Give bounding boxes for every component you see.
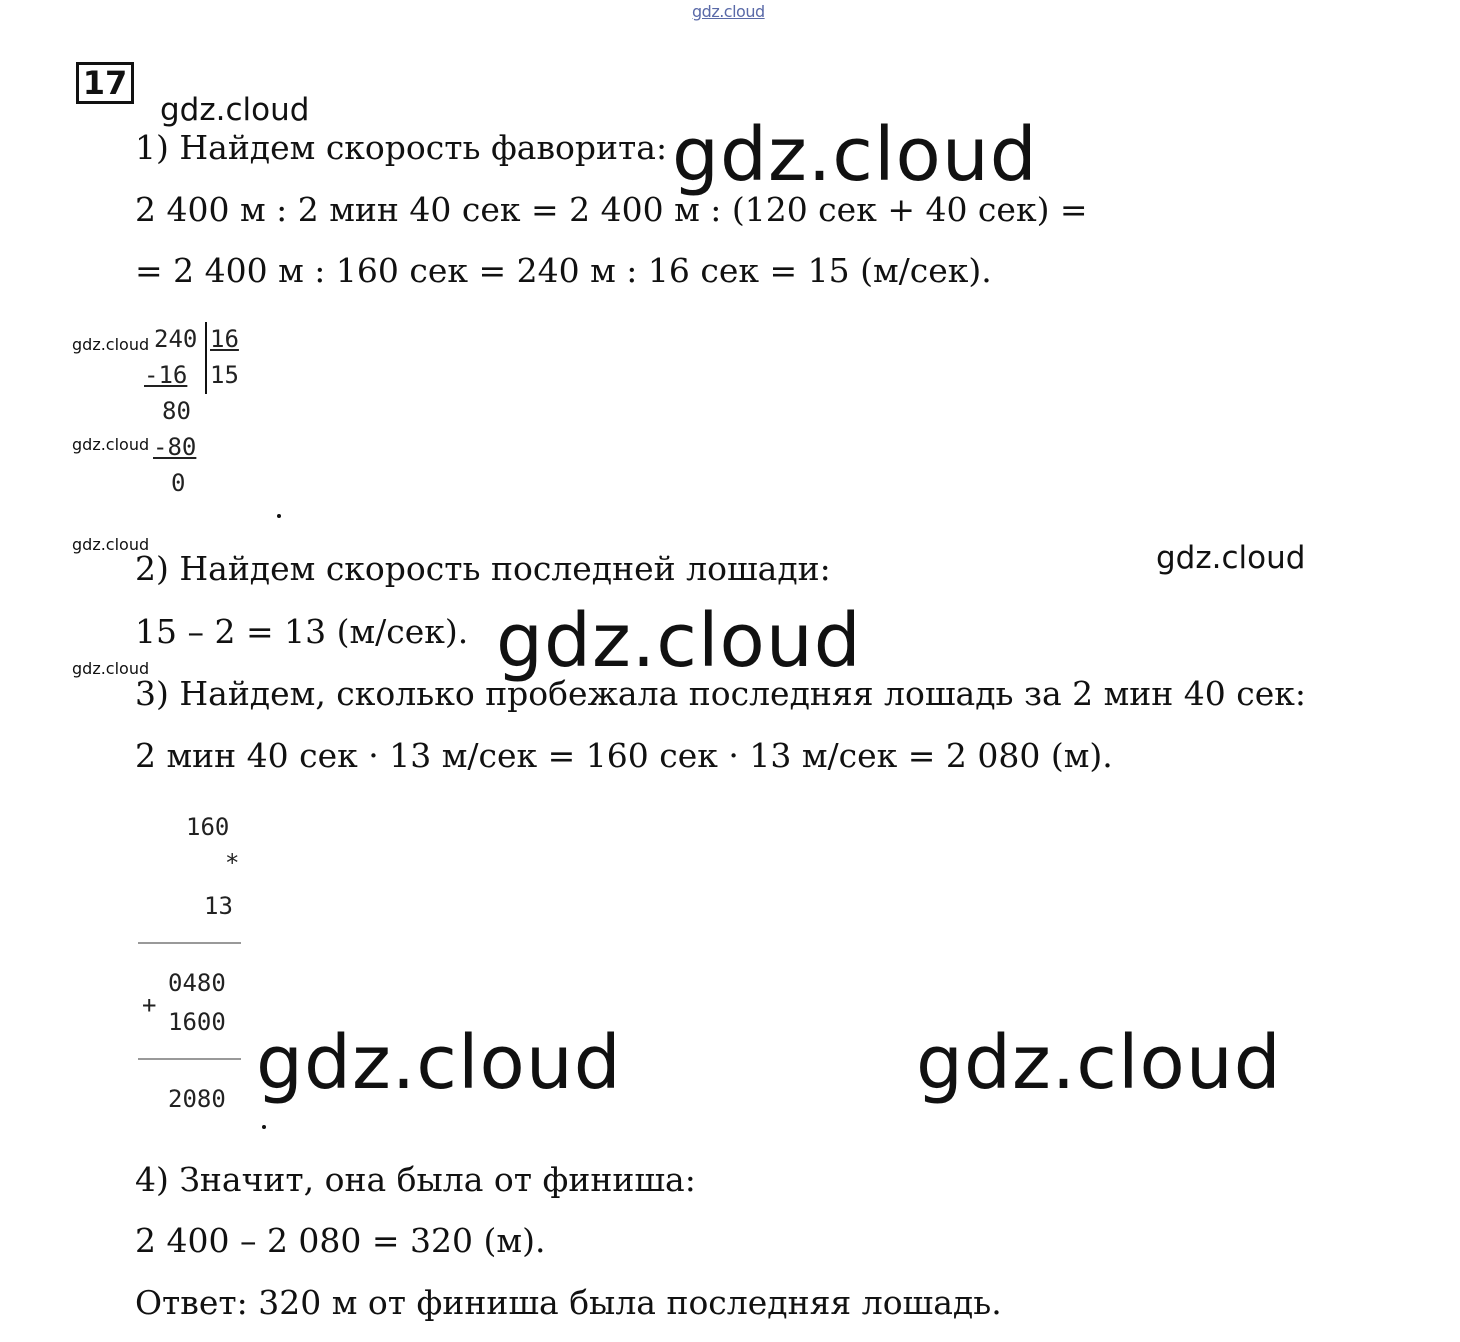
watermark-small: gdz.cloud: [72, 435, 150, 454]
answer-line: Ответ: 320 м от финиша была последняя лошадь.: [135, 1283, 1002, 1322]
step-1-heading: 1) Найдем скорость фаворита:: [135, 128, 668, 167]
division-vertical-bar: [205, 322, 207, 394]
division-remainder-2: 0: [171, 469, 186, 497]
step-2-heading: 2) Найдем скорость последней лошади:: [135, 549, 831, 588]
step-3-heading: 3) Найдем, сколько пробежала последняя лошадь за 2 мин 40 сек:: [135, 674, 1307, 713]
watermark-medium: gdz.cloud: [160, 92, 310, 128]
watermark-small: gdz.cloud: [72, 535, 150, 554]
step-3-equation: 2 мин 40 сек · 13 м/сек = 160 сек · 13 м/сек = 2 080 (м).: [135, 736, 1113, 775]
watermark-large: gdz.cloud: [256, 1020, 622, 1106]
stray-dot: [262, 1125, 266, 1129]
step-1-equation-b: = 2 400 м : 160 сек = 240 м : 16 сек = 15 (м/сек).: [135, 251, 992, 290]
division-divisor: 16: [210, 325, 239, 353]
watermark-large: gdz.cloud: [916, 1020, 1282, 1106]
watermark-large: gdz.cloud: [672, 112, 1038, 198]
division-dividend: 240: [154, 325, 198, 353]
division-subtract-1: -16: [144, 361, 188, 389]
mult-partial-2: 1600: [168, 1008, 226, 1036]
step-4-heading: 4) Значит, она была от финиша:: [135, 1160, 696, 1199]
step-1-equation-a: 2 400 м : 2 мин 40 сек = 2 400 м : (120 сек + 40 сек) =: [135, 190, 1088, 229]
mult-partial-1: 0480: [168, 969, 226, 997]
mult-plus: +: [142, 991, 157, 1019]
step-2-equation: 15 – 2 = 13 (м/сек).: [135, 612, 469, 651]
watermark-medium: gdz.cloud: [1156, 540, 1306, 576]
mult-line-2: [138, 1058, 241, 1060]
mult-result: 2080: [168, 1085, 226, 1113]
division-subtract-2: -80: [153, 433, 197, 461]
division-quotient: 15: [210, 361, 239, 389]
watermark-large: gdz.cloud: [496, 598, 862, 684]
watermark-top[interactable]: gdz.cloud: [692, 2, 765, 21]
step-4-equation: 2 400 – 2 080 = 320 (м).: [135, 1221, 546, 1260]
mult-line-1: [138, 942, 241, 944]
mult-top: 160: [186, 813, 230, 841]
mult-sign: *: [225, 849, 240, 877]
watermark-small: gdz.cloud: [72, 335, 150, 354]
watermark-small: gdz.cloud: [72, 659, 150, 678]
task-number: 17: [76, 62, 134, 104]
stray-dot: [277, 514, 281, 518]
mult-factor: 13: [204, 892, 233, 920]
division-remainder-1: 80: [162, 397, 191, 425]
